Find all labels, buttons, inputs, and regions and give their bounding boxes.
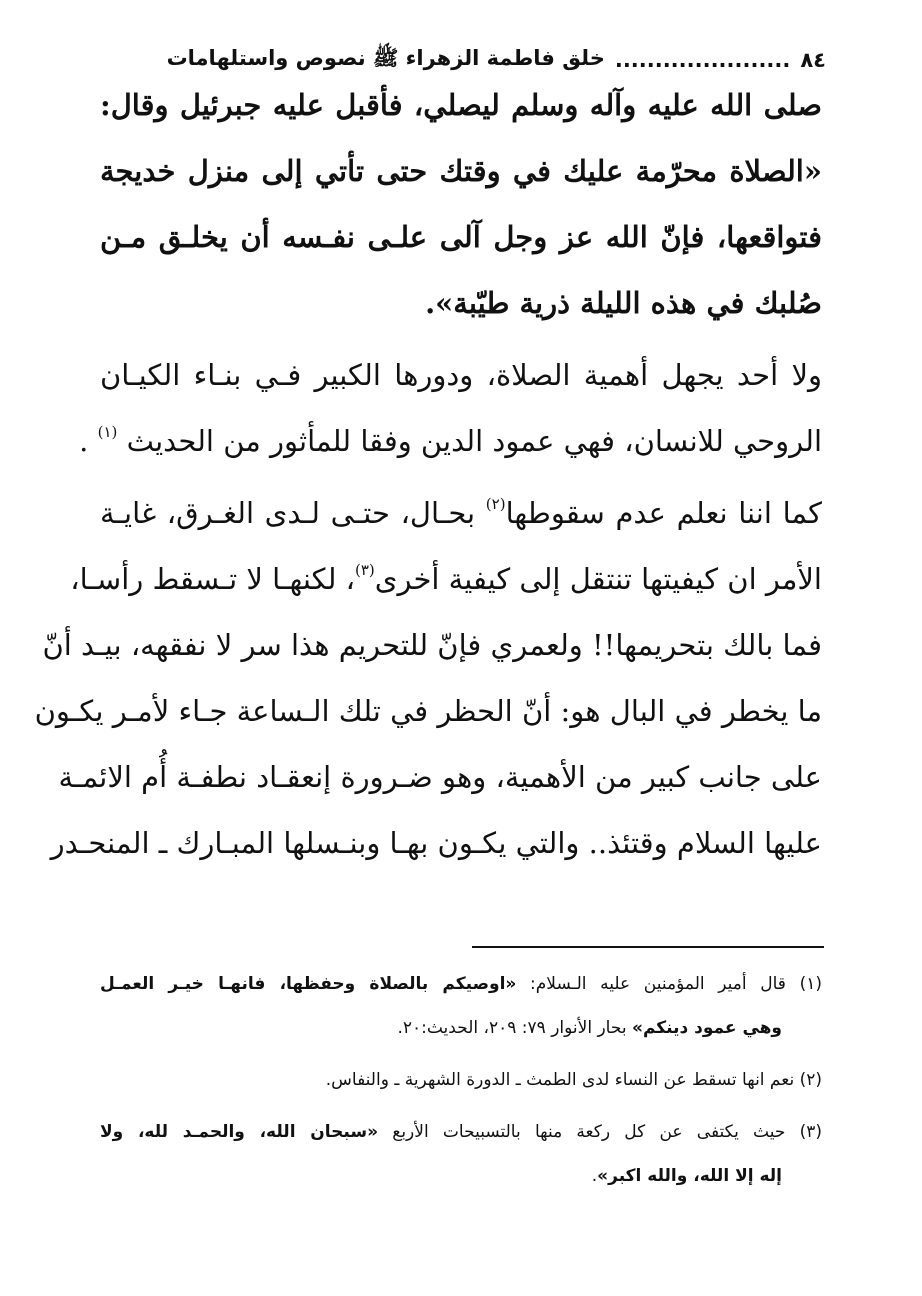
footnote-3-cont xyxy=(100,1166,822,1206)
body-line: فتواقعها، فإنّ الله عز وجل آلى علـى نفـسه أن يخلـق مـن xyxy=(100,220,822,254)
footnote-separator xyxy=(472,946,824,948)
body-line: عليها السلام وقتئذ.. والتي يكـون بهـا وبنـسلها المبـارك ـ المنحـدر xyxy=(50,826,822,860)
footnote-ref-2: (٢) xyxy=(485,495,506,513)
body-line: «الصلاة محرّمة عليك في وقتك حتى تأتي إلى منزل خديجة xyxy=(100,154,822,188)
footnote-text: . xyxy=(591,1166,598,1186)
body-line: على جانب كبير من الأهمية، وهو ضـرورة إنعقـاد نطفـة أُم الائمـة xyxy=(58,760,822,794)
footnote-1 xyxy=(100,974,822,1014)
page-number: ٨٤ xyxy=(800,48,826,72)
footnote-3 xyxy=(100,1122,822,1162)
running-title: خلق فاطمة الزهراء ﷺ نصوص واستلهامات xyxy=(166,45,605,70)
footnote-text: (١) قال أمير المؤمنين عليه الـسلام: xyxy=(516,974,822,994)
footnote-ref-3: (٣) xyxy=(355,561,375,579)
footnote-quote: إله إلا الله، والله اكبر» xyxy=(597,1166,782,1186)
running-header xyxy=(96,42,826,78)
body-line xyxy=(100,496,822,562)
footnote-2: (٢) نعم انها تسقط عن النساء لدى الطمث ـ الدورة الشهرية ـ والنفاس. xyxy=(325,1070,822,1090)
body-line-text: الروحي للانسان، فهي عمود الدين وفقا للمأثور من الحديث xyxy=(126,424,822,458)
footnote-text: بحار الأنوار ٧٩: ٢٠٩، الحديث:٢٠. xyxy=(397,1018,632,1038)
header-leader-dots: ...................... xyxy=(614,48,791,72)
footnote-quote: «اوصيكم بالصلاة وحفظها، فانهـا خيـر العمـل xyxy=(100,974,517,994)
body-line-text: الأمر ان كيفيتها تنتقل إلى كيفية أخرى xyxy=(374,562,822,596)
body-line-text: كما اننا نعلم عدم سقوطها xyxy=(505,496,822,530)
body-line-text: ، لكنهـا لا تـسقط رأسـا، xyxy=(70,562,355,596)
body-line xyxy=(70,561,822,628)
body-line: ما يخطر في البال هو: أنّ الحظر في تلك الـساعة جـاء لأمـر يكـون xyxy=(34,694,822,728)
body-line: فما بالك بتحريمها!! ولعمري فإنّ للتحريم هذا سر لا نفقهه، بيـد أنّ xyxy=(42,628,822,662)
body-line: الروحي للانسان، فهي عمود الدين وفقا للمأثور من الحديث $^{(١)}$ . xyxy=(79,423,822,458)
body-line: ولا أحد يجهل أهمية الصلاة، ودورها الكبير فـي بنـاء الكيـان xyxy=(100,358,822,392)
body-line: صلى الله عليه وآله وسلم ليصلي، فأقبل عليه جبرئيل وقال: xyxy=(100,88,822,122)
footnote-quote: «سبحان الله، والحمـد لله، ولا xyxy=(100,1122,379,1142)
body-line: صُلبك في هذه الليلة ذرية طيّبة». xyxy=(425,286,822,320)
footnote-quote: وهي عمود دينكم» xyxy=(631,1018,782,1038)
footnote-1-cont xyxy=(100,1018,822,1058)
footnote-text: (٣) حيث يكتفى عن كل ركعة منها بالتسبيحات الأربع xyxy=(378,1122,822,1142)
body-line-text: بحـال، حتـى لـدى الغـرق، غايـة xyxy=(100,496,476,530)
footnote-ref-1: (١) xyxy=(97,423,118,441)
